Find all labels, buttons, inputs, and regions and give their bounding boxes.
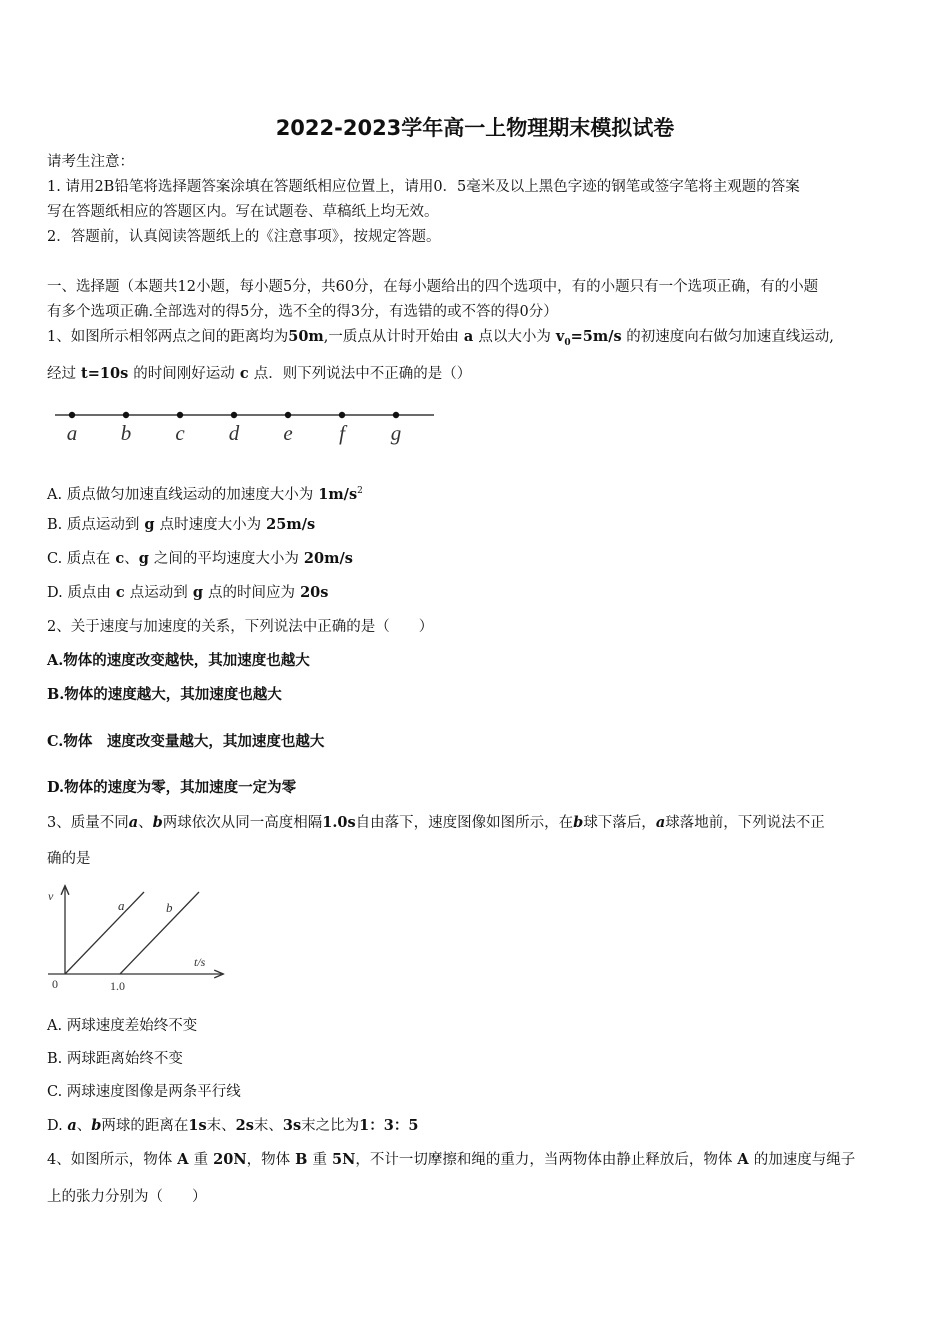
text: 2s: [235, 1117, 254, 1134]
text: 点以大小为: [478, 329, 551, 345]
notice-line-2: 写在答题纸相应的答题区内。写在试题卷、草稿纸上均无效。: [47, 204, 439, 220]
text: 1m/s: [313, 485, 358, 503]
point-label-f: f: [339, 421, 345, 445]
text: 2: [357, 486, 363, 496]
q3-option-d[interactable]: [47, 1116, 418, 1136]
text: A: [172, 1151, 194, 1168]
text: 0: [564, 337, 571, 348]
text: 重: [193, 1152, 209, 1168]
text: b: [91, 1117, 102, 1134]
text: c: [234, 365, 254, 382]
text: g: [187, 584, 209, 601]
text: 点运动到: [129, 585, 188, 601]
text: a: [655, 814, 666, 831]
notice-line-1: 1. 请用2B铅笔将选择题答案涂填在答题纸相应位置上，请用0．5毫米及以上黑色字迹的钢笔或签字笔将主观题的答案: [47, 179, 800, 195]
q1-option-c[interactable]: [47, 549, 353, 569]
text: 20m/s: [298, 550, 353, 567]
text: 点．则下列说法中不正确的是（）: [253, 366, 472, 382]
text: ，物体: [246, 1152, 291, 1168]
q2-option-d[interactable]: D.物体的速度为零，其加速度一定为零: [47, 779, 297, 796]
point-label-e: e: [283, 421, 293, 445]
text: 20s: [295, 584, 329, 601]
q1-option-b[interactable]: [47, 515, 315, 535]
point-c: [177, 412, 183, 418]
text: 20N: [208, 1151, 247, 1168]
q4-stem-line-1: [47, 1150, 909, 1170]
text: 两球依次从同一高度相隔: [162, 815, 323, 831]
point-d: [231, 412, 237, 418]
text: 1、如图所示相邻两点之间的距离均为: [47, 329, 289, 345]
text: g: [139, 516, 160, 533]
text: =5m/s: [570, 328, 622, 345]
text: 重: [312, 1152, 327, 1168]
text: ,一质点从计时开始由: [323, 329, 459, 345]
point-label-b: b: [120, 421, 132, 445]
text: a: [128, 814, 139, 831]
text: t=10s: [76, 365, 134, 382]
line-a-label: a: [118, 898, 125, 913]
text: b: [573, 814, 584, 831]
text: 的时间刚好运动: [133, 366, 235, 382]
text: B. 质点运动到: [47, 517, 140, 533]
notice-line-3: 2．答题前，认真阅读答题纸上的《注意事项》，按规定答题。: [47, 229, 441, 245]
text: c: [110, 550, 125, 567]
point-b: [123, 412, 129, 418]
text: 1.0s: [322, 814, 356, 831]
text: 点时速度大小为: [159, 517, 262, 533]
text: 球下落后，: [583, 815, 656, 831]
text: c: [110, 584, 130, 601]
q4-stem-line-2: 上的张力分别为（ ）: [47, 1189, 207, 1205]
point-label-d: d: [228, 421, 240, 445]
point-label-c: c: [175, 421, 185, 445]
text: a: [458, 328, 479, 345]
text: 、: [76, 1118, 92, 1134]
text: 自由落下，速度图像如图所示，在: [355, 815, 574, 831]
q3-option-b[interactable]: B. 两球距离始终不变: [47, 1051, 183, 1067]
text: 25m/s: [261, 516, 316, 533]
text: D.: [47, 1118, 68, 1134]
text: 末、: [253, 1118, 283, 1134]
q3-option-a[interactable]: A. 两球速度差始终不变: [47, 1018, 198, 1034]
text: A: [732, 1151, 754, 1168]
q3-stem-line-1: [47, 813, 909, 833]
text: 1s: [188, 1117, 207, 1134]
text: B: [290, 1151, 313, 1168]
q1-points-diagram: [50, 400, 440, 450]
text: 的加速度与绳子: [753, 1152, 856, 1168]
text: b: [152, 814, 163, 831]
text: D. 质点由: [47, 585, 111, 601]
point-label-a: a: [66, 421, 78, 445]
text: 5N: [326, 1151, 356, 1168]
text: 、: [124, 551, 139, 567]
text: 1：3：5: [359, 1117, 419, 1134]
origin-label: 0: [52, 977, 58, 991]
point-a: [69, 412, 75, 418]
section-intro-line-1: 一、选择题（本题共12小题，每小题5分，共60分，在每小题给出的四个选项中，有的小题只有一个选项正确，有的小题: [47, 279, 819, 295]
point-g: [393, 412, 399, 418]
section-intro-line-2: 有多个选项正确.全部选对的得5分，选不全的得3分，有选错的或不答的得0分）: [47, 304, 558, 320]
notice-heading: 请考生注意：: [47, 154, 134, 170]
text: C. 质点在: [47, 551, 111, 567]
q3-option-c[interactable]: C. 两球速度图像是两条平行线: [47, 1084, 241, 1100]
q2-option-a[interactable]: A.物体的速度改变越快，其加速度也越大: [47, 652, 310, 669]
point-label-g: g: [390, 421, 402, 445]
text: A. 质点做匀加速直线运动的加速度大小为: [47, 486, 314, 503]
q3-velocity-time-graph: [44, 880, 229, 998]
q2-option-c[interactable]: C.物体 速度改变量越大，其加速度也越大: [47, 733, 325, 750]
v-label: v: [48, 889, 54, 903]
text: 之间的平均速度大小为: [153, 551, 299, 567]
text: 4、如图所示，物体: [47, 1152, 173, 1168]
text: ，不计一切摩擦和绳的重力，当两物体由静止释放后，物体: [355, 1152, 733, 1168]
q1-stem-line-1: [47, 327, 909, 353]
q2-option-b[interactable]: B.物体的速度越大，其加速度也越大: [47, 686, 282, 703]
line-b-label: b: [166, 900, 173, 915]
text: 3、质量不同: [47, 815, 129, 831]
text: g: [138, 550, 154, 567]
q1-stem-line-2: [47, 364, 909, 384]
text: v: [550, 328, 565, 345]
text: 末之比为: [301, 1118, 360, 1134]
text: 经过: [47, 366, 76, 382]
text: 、: [138, 815, 153, 831]
text: 两球的距离在: [101, 1118, 189, 1134]
q1-option-d[interactable]: [47, 583, 328, 603]
tick-label: 1.0: [110, 979, 125, 993]
text: 末、: [206, 1118, 236, 1134]
text: 3s: [282, 1117, 302, 1134]
point-e: [285, 412, 291, 418]
text: 球落地前，下列说法不正: [665, 815, 825, 831]
page-title: 2022-2023学年高一上物理期末模拟试卷: [275, 116, 675, 140]
q3-stem-line-2: 确的是: [47, 851, 91, 867]
text: 点的时间应为: [208, 585, 296, 601]
q1-option-a[interactable]: [47, 481, 363, 505]
t-label: t/s: [194, 955, 206, 969]
text: 50m: [288, 328, 324, 345]
q2-stem: 2、关于速度与加速度的关系，下列说法中正确的是（ ）: [47, 619, 434, 635]
text: 的初速度向右做匀加速直线运动,: [621, 329, 834, 345]
text: a: [67, 1117, 77, 1134]
point-f: [339, 412, 345, 418]
